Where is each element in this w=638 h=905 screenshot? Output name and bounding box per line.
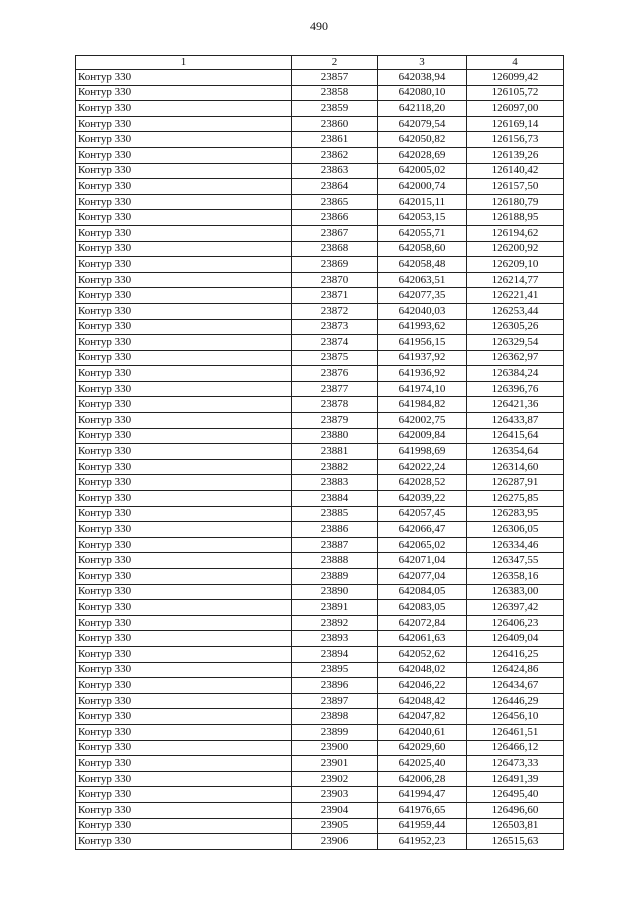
table-row: [76, 350, 564, 366]
table-row: [76, 257, 564, 273]
table-row: [76, 600, 564, 616]
contour-name-cell: Контур 330: [76, 179, 292, 195]
contour-name-cell: Контур 330: [76, 522, 292, 538]
contour-name-cell: Контур 330: [76, 537, 292, 553]
point-number-cell: 23887: [292, 537, 378, 553]
point-number-cell: 23885: [292, 506, 378, 522]
y-coordinate-cell: 126169,14: [467, 116, 564, 132]
page-number: 490: [310, 19, 328, 33]
table-row: [76, 584, 564, 600]
y-coordinate-cell: 126466,12: [467, 740, 564, 756]
contour-name-cell: Контур 330: [76, 475, 292, 491]
x-coordinate-cell: 641959,44: [378, 818, 467, 834]
y-coordinate-cell: 126275,85: [467, 491, 564, 507]
x-coordinate-cell: 642077,04: [378, 569, 467, 585]
contour-name-cell: Контур 330: [76, 70, 292, 86]
contour-name-cell: Контур 330: [76, 272, 292, 288]
table-row: [76, 397, 564, 413]
column-header-3: 3: [378, 56, 467, 70]
y-coordinate-cell: 126354,64: [467, 444, 564, 460]
contour-name-cell: Контур 330: [76, 584, 292, 600]
y-coordinate-cell: 126156,73: [467, 132, 564, 148]
point-number-cell: 23876: [292, 366, 378, 382]
contour-name-cell: Контур 330: [76, 491, 292, 507]
table-row: [76, 646, 564, 662]
y-coordinate-cell: 126456,10: [467, 709, 564, 725]
table-row: [76, 335, 564, 351]
table-row: [76, 428, 564, 444]
y-coordinate-cell: 126105,72: [467, 85, 564, 101]
table-row: [76, 413, 564, 429]
contour-name-cell: Контур 330: [76, 194, 292, 210]
y-coordinate-cell: 126515,63: [467, 834, 564, 850]
y-coordinate-cell: 126424,86: [467, 662, 564, 678]
point-number-cell: 23905: [292, 818, 378, 834]
y-coordinate-cell: 126473,33: [467, 756, 564, 772]
point-number-cell: 23867: [292, 225, 378, 241]
x-coordinate-cell: 642066,47: [378, 522, 467, 538]
x-coordinate-cell: 642065,02: [378, 537, 467, 553]
contour-name-cell: Контур 330: [76, 257, 292, 273]
table-row: [76, 491, 564, 507]
table-row: [76, 475, 564, 491]
point-number-cell: 23891: [292, 600, 378, 616]
table-row: [76, 724, 564, 740]
contour-name-cell: Контур 330: [76, 771, 292, 787]
x-coordinate-cell: 642071,04: [378, 553, 467, 569]
point-number-cell: 23870: [292, 272, 378, 288]
x-coordinate-cell: 642002,75: [378, 413, 467, 429]
contour-name-cell: Контур 330: [76, 615, 292, 631]
point-number-cell: 23894: [292, 646, 378, 662]
contour-name-cell: Контур 330: [76, 132, 292, 148]
table-row: [76, 615, 564, 631]
point-number-cell: 23873: [292, 319, 378, 335]
point-number-cell: 23877: [292, 381, 378, 397]
point-number-cell: 23866: [292, 210, 378, 226]
point-number-cell: 23863: [292, 163, 378, 179]
contour-name-cell: Контур 330: [76, 756, 292, 772]
table-row: [76, 366, 564, 382]
x-coordinate-cell: 642061,63: [378, 631, 467, 647]
table-row: [76, 818, 564, 834]
x-coordinate-cell: 642083,05: [378, 600, 467, 616]
x-coordinate-cell: 642072,84: [378, 615, 467, 631]
table-row: [76, 303, 564, 319]
point-number-cell: 23897: [292, 693, 378, 709]
point-number-cell: 23880: [292, 428, 378, 444]
point-number-cell: 23895: [292, 662, 378, 678]
y-coordinate-cell: 126434,67: [467, 678, 564, 694]
x-coordinate-cell: 642052,62: [378, 646, 467, 662]
x-coordinate-cell: 642048,02: [378, 662, 467, 678]
table-row: [76, 241, 564, 257]
y-coordinate-cell: 126397,42: [467, 600, 564, 616]
contour-name-cell: Контур 330: [76, 834, 292, 850]
point-number-cell: 23875: [292, 350, 378, 366]
y-coordinate-cell: 126416,25: [467, 646, 564, 662]
x-coordinate-cell: 642058,48: [378, 257, 467, 273]
x-coordinate-cell: 641952,23: [378, 834, 467, 850]
table-row: [76, 506, 564, 522]
point-number-cell: 23903: [292, 787, 378, 803]
table-row: [76, 553, 564, 569]
y-coordinate-cell: 126283,95: [467, 506, 564, 522]
y-coordinate-cell: 126383,00: [467, 584, 564, 600]
y-coordinate-cell: 126305,26: [467, 319, 564, 335]
contour-name-cell: Контур 330: [76, 413, 292, 429]
x-coordinate-cell: 642055,71: [378, 225, 467, 241]
y-coordinate-cell: 126503,81: [467, 818, 564, 834]
y-coordinate-cell: 126194,62: [467, 225, 564, 241]
column-header-2: 2: [292, 56, 378, 70]
y-coordinate-cell: 126287,91: [467, 475, 564, 491]
y-coordinate-cell: 126214,77: [467, 272, 564, 288]
table-row: [76, 537, 564, 553]
point-number-cell: 23906: [292, 834, 378, 850]
x-coordinate-cell: 642028,52: [378, 475, 467, 491]
column-header-1: 1: [76, 56, 292, 70]
point-number-cell: 23889: [292, 569, 378, 585]
x-coordinate-cell: 642050,82: [378, 132, 467, 148]
y-coordinate-cell: 126334,46: [467, 537, 564, 553]
contour-name-cell: Контур 330: [76, 818, 292, 834]
table-row: [76, 459, 564, 475]
y-coordinate-cell: 126097,00: [467, 101, 564, 117]
table-row: [76, 85, 564, 101]
point-number-cell: 23899: [292, 724, 378, 740]
x-coordinate-cell: 641936,92: [378, 366, 467, 382]
table-row: [76, 678, 564, 694]
contour-name-cell: Контур 330: [76, 802, 292, 818]
y-coordinate-cell: 126496,60: [467, 802, 564, 818]
contour-name-cell: Контур 330: [76, 147, 292, 163]
table-row: [76, 444, 564, 460]
table-row: [76, 522, 564, 538]
x-coordinate-cell: 642063,51: [378, 272, 467, 288]
x-coordinate-cell: 642058,60: [378, 241, 467, 257]
y-coordinate-cell: 126384,24: [467, 366, 564, 382]
contour-name-cell: Контур 330: [76, 116, 292, 132]
x-coordinate-cell: 642028,69: [378, 147, 467, 163]
x-coordinate-cell: 642009,84: [378, 428, 467, 444]
table-row: [76, 163, 564, 179]
contour-name-cell: Контур 330: [76, 459, 292, 475]
table-row: [76, 756, 564, 772]
contour-name-cell: Контур 330: [76, 241, 292, 257]
y-coordinate-cell: 126188,95: [467, 210, 564, 226]
contour-name-cell: Контур 330: [76, 210, 292, 226]
point-number-cell: 23878: [292, 397, 378, 413]
x-coordinate-cell: 642057,45: [378, 506, 467, 522]
x-coordinate-cell: 642048,42: [378, 693, 467, 709]
contour-name-cell: Контур 330: [76, 288, 292, 304]
x-coordinate-cell: 642029,60: [378, 740, 467, 756]
table-row: [76, 101, 564, 117]
x-coordinate-cell: 641984,82: [378, 397, 467, 413]
contour-name-cell: Контур 330: [76, 709, 292, 725]
y-coordinate-cell: 126139,26: [467, 147, 564, 163]
x-coordinate-cell: 642079,54: [378, 116, 467, 132]
y-coordinate-cell: 126221,41: [467, 288, 564, 304]
contour-name-cell: Контур 330: [76, 428, 292, 444]
point-number-cell: 23864: [292, 179, 378, 195]
point-number-cell: 23872: [292, 303, 378, 319]
point-number-cell: 23874: [292, 335, 378, 351]
point-number-cell: 23901: [292, 756, 378, 772]
point-number-cell: 23893: [292, 631, 378, 647]
y-coordinate-cell: 126362,97: [467, 350, 564, 366]
contour-name-cell: Контур 330: [76, 397, 292, 413]
contour-name-cell: Контур 330: [76, 85, 292, 101]
point-number-cell: 23868: [292, 241, 378, 257]
x-coordinate-cell: 642084,05: [378, 584, 467, 600]
x-coordinate-cell: 641993,62: [378, 319, 467, 335]
x-coordinate-cell: 641994,47: [378, 787, 467, 803]
y-coordinate-cell: 126314,60: [467, 459, 564, 475]
x-coordinate-cell: 642080,10: [378, 85, 467, 101]
table-row: [76, 693, 564, 709]
table-row: [76, 740, 564, 756]
y-coordinate-cell: 126209,10: [467, 257, 564, 273]
x-coordinate-cell: 642022,24: [378, 459, 467, 475]
x-coordinate-cell: 641937,92: [378, 350, 467, 366]
x-coordinate-cell: 642038,94: [378, 70, 467, 86]
y-coordinate-cell: 126406,23: [467, 615, 564, 631]
x-coordinate-cell: 642077,35: [378, 288, 467, 304]
point-number-cell: 23879: [292, 413, 378, 429]
point-number-cell: 23871: [292, 288, 378, 304]
table-row: [76, 662, 564, 678]
contour-name-cell: Контур 330: [76, 381, 292, 397]
contour-name-cell: Контур 330: [76, 225, 292, 241]
x-coordinate-cell: 642025,40: [378, 756, 467, 772]
contour-name-cell: Контур 330: [76, 569, 292, 585]
contour-name-cell: Контур 330: [76, 444, 292, 460]
table-row: [76, 147, 564, 163]
table-row: [76, 288, 564, 304]
y-coordinate-cell: 126433,87: [467, 413, 564, 429]
contour-name-cell: Контур 330: [76, 350, 292, 366]
point-number-cell: 23869: [292, 257, 378, 273]
table-row: [76, 272, 564, 288]
contour-name-cell: Контур 330: [76, 787, 292, 803]
coordinates-table: [75, 55, 564, 850]
point-number-cell: 23904: [292, 802, 378, 818]
x-coordinate-cell: 642047,82: [378, 709, 467, 725]
table-row: [76, 179, 564, 195]
point-number-cell: 23882: [292, 459, 378, 475]
y-coordinate-cell: 126347,55: [467, 553, 564, 569]
point-number-cell: 23881: [292, 444, 378, 460]
table-row: [76, 834, 564, 850]
point-number-cell: 23858: [292, 85, 378, 101]
table-row: [76, 210, 564, 226]
y-coordinate-cell: 126200,92: [467, 241, 564, 257]
table-row: [76, 709, 564, 725]
contour-name-cell: Контур 330: [76, 740, 292, 756]
table-row: [76, 381, 564, 397]
x-coordinate-cell: 642005,02: [378, 163, 467, 179]
table-row: [76, 771, 564, 787]
point-number-cell: 23883: [292, 475, 378, 491]
y-coordinate-cell: 126446,29: [467, 693, 564, 709]
y-coordinate-cell: 126099,42: [467, 70, 564, 86]
table-row: [76, 194, 564, 210]
table-row: [76, 802, 564, 818]
column-header-4: 4: [467, 56, 564, 70]
table-row: [76, 631, 564, 647]
x-coordinate-cell: 641998,69: [378, 444, 467, 460]
x-coordinate-cell: 642015,11: [378, 194, 467, 210]
table-body: [76, 70, 564, 850]
y-coordinate-cell: 126157,50: [467, 179, 564, 195]
contour-name-cell: Контур 330: [76, 678, 292, 694]
y-coordinate-cell: 126253,44: [467, 303, 564, 319]
x-coordinate-cell: 642053,15: [378, 210, 467, 226]
contour-name-cell: Контур 330: [76, 600, 292, 616]
y-coordinate-cell: 126495,40: [467, 787, 564, 803]
point-number-cell: 23862: [292, 147, 378, 163]
x-coordinate-cell: 641976,65: [378, 802, 467, 818]
contour-name-cell: Контур 330: [76, 366, 292, 382]
y-coordinate-cell: 126461,51: [467, 724, 564, 740]
point-number-cell: 23859: [292, 101, 378, 117]
point-number-cell: 23888: [292, 553, 378, 569]
contour-name-cell: Контур 330: [76, 506, 292, 522]
contour-name-cell: Контур 330: [76, 662, 292, 678]
table-row: [76, 787, 564, 803]
point-number-cell: 23892: [292, 615, 378, 631]
contour-name-cell: Контур 330: [76, 646, 292, 662]
table-row: [76, 319, 564, 335]
contour-name-cell: Контур 330: [76, 631, 292, 647]
x-coordinate-cell: 642040,61: [378, 724, 467, 740]
x-coordinate-cell: 642046,22: [378, 678, 467, 694]
y-coordinate-cell: 126358,16: [467, 569, 564, 585]
point-number-cell: 23896: [292, 678, 378, 694]
point-number-cell: 23857: [292, 70, 378, 86]
table-row: [76, 132, 564, 148]
table-header-row: [76, 56, 564, 70]
point-number-cell: 23861: [292, 132, 378, 148]
y-coordinate-cell: 126491,39: [467, 771, 564, 787]
table-row: [76, 225, 564, 241]
contour-name-cell: Контур 330: [76, 335, 292, 351]
x-coordinate-cell: 642000,74: [378, 179, 467, 195]
point-number-cell: 23886: [292, 522, 378, 538]
x-coordinate-cell: 642039,22: [378, 491, 467, 507]
contour-name-cell: Контур 330: [76, 319, 292, 335]
y-coordinate-cell: 126415,64: [467, 428, 564, 444]
x-coordinate-cell: 642118,20: [378, 101, 467, 117]
table-row: [76, 116, 564, 132]
contour-name-cell: Контур 330: [76, 303, 292, 319]
y-coordinate-cell: 126180,79: [467, 194, 564, 210]
point-number-cell: 23902: [292, 771, 378, 787]
x-coordinate-cell: 641956,15: [378, 335, 467, 351]
y-coordinate-cell: 126140,42: [467, 163, 564, 179]
point-number-cell: 23860: [292, 116, 378, 132]
y-coordinate-cell: 126306,05: [467, 522, 564, 538]
x-coordinate-cell: 642040,03: [378, 303, 467, 319]
point-number-cell: 23865: [292, 194, 378, 210]
point-number-cell: 23900: [292, 740, 378, 756]
contour-name-cell: Контур 330: [76, 693, 292, 709]
point-number-cell: 23884: [292, 491, 378, 507]
point-number-cell: 23890: [292, 584, 378, 600]
y-coordinate-cell: 126421,36: [467, 397, 564, 413]
y-coordinate-cell: 126329,54: [467, 335, 564, 351]
contour-name-cell: Контур 330: [76, 163, 292, 179]
y-coordinate-cell: 126396,76: [467, 381, 564, 397]
point-number-cell: 23898: [292, 709, 378, 725]
x-coordinate-cell: 641974,10: [378, 381, 467, 397]
contour-name-cell: Контур 330: [76, 553, 292, 569]
y-coordinate-cell: 126409,04: [467, 631, 564, 647]
contour-name-cell: Контур 330: [76, 724, 292, 740]
table-row: [76, 569, 564, 585]
x-coordinate-cell: 642006,28: [378, 771, 467, 787]
table-row: [76, 70, 564, 86]
contour-name-cell: Контур 330: [76, 101, 292, 117]
